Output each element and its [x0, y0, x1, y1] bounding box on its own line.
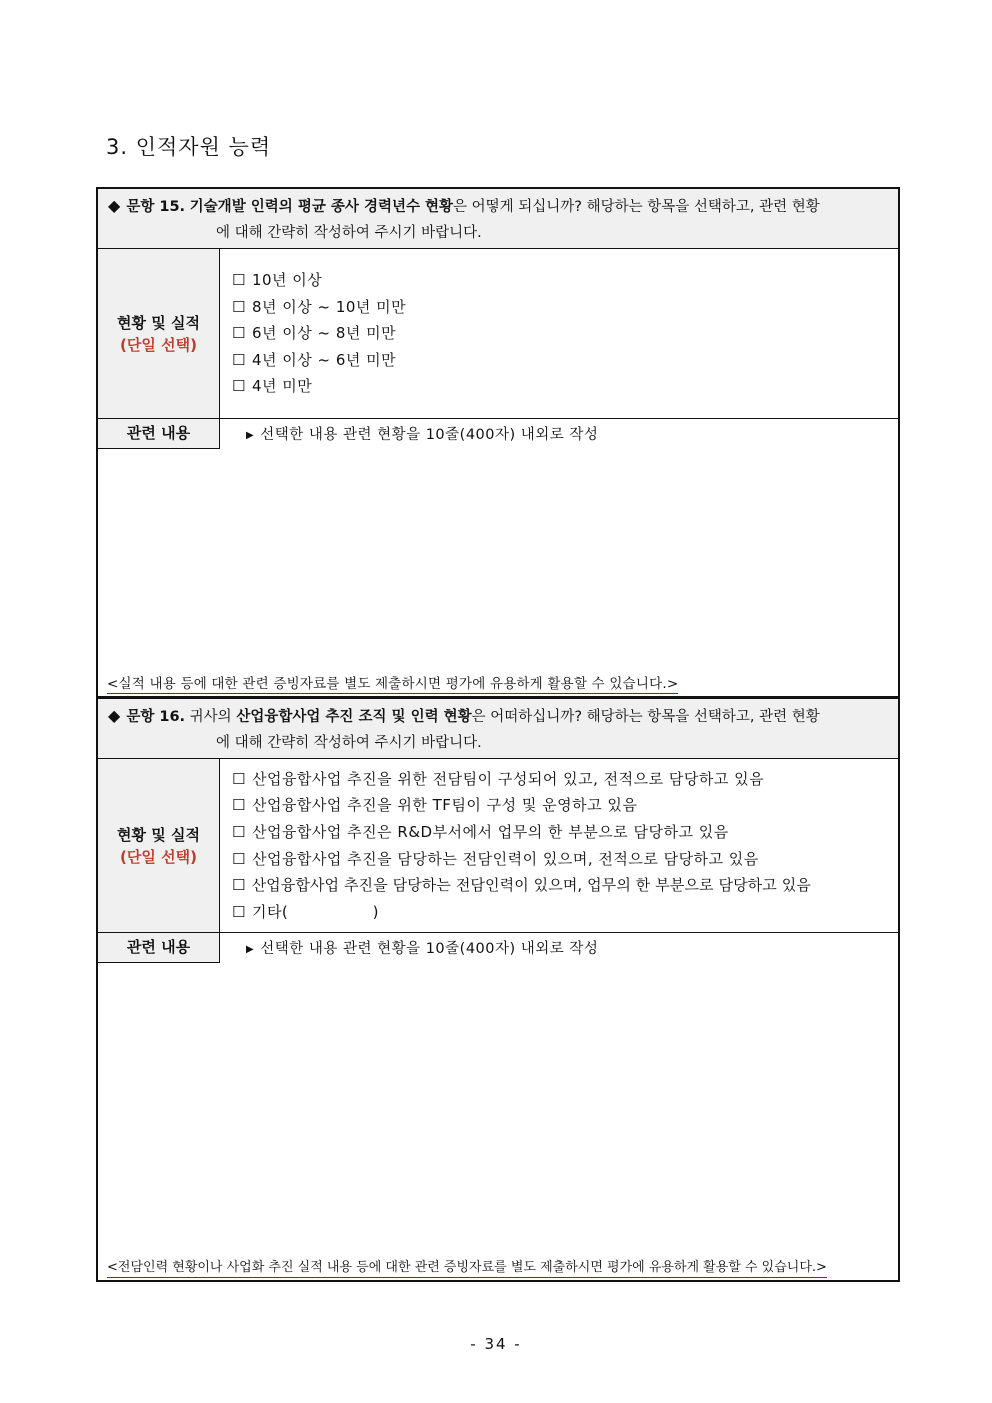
- checkbox-icon[interactable]: ☐: [232, 324, 246, 343]
- related-hint-text: 선택한 내용 관련 현황을 10줄(400자) 내외로 작성: [260, 941, 599, 957]
- status-label: 현황 및 실적: [117, 313, 200, 332]
- question-16-options: [220, 759, 898, 932]
- option-item[interactable]: [232, 347, 898, 374]
- checkbox-icon[interactable]: ☐: [232, 902, 246, 921]
- question-15-line2: 에 대해 간략히 작성하여 주시기 바랍니다.: [216, 225, 482, 241]
- option-item[interactable]: [232, 320, 898, 347]
- option-label: 산업융합사업 추진을 담당하는 전담인력이 있으며, 전적으로 담당하고 있음: [251, 849, 759, 868]
- question-16-box: [96, 697, 900, 1282]
- option-label: 산업융합사업 추진을 위한 전담팀이 구성되어 있고, 전적으로 담당하고 있음: [251, 769, 765, 788]
- option-item[interactable]: [232, 899, 898, 926]
- question-16-topic: 산업융합사업 추진 조직 및 인력 현황: [236, 709, 472, 725]
- option-label: 산업융합사업 추진은 R&D부서에서 업무의 한 부분으로 담당하고 있음: [251, 822, 729, 841]
- section-title: 3. 인적자원 능력: [106, 135, 272, 159]
- option-label: 10년 이상: [251, 271, 323, 290]
- related-hint: [246, 423, 598, 444]
- question-15-topic: 기술개발 인력의 평균 종사 경력년수 현황: [189, 199, 454, 215]
- option-label: 4년 이상 ~ 6년 미만: [251, 350, 397, 369]
- question-16-pretext: 귀사의: [189, 709, 232, 725]
- question-16-header: [98, 699, 898, 759]
- checkbox-icon[interactable]: ☐: [232, 350, 246, 369]
- status-label-cell: [98, 249, 220, 418]
- diamond-icon: ◆: [108, 196, 121, 215]
- evidence-note: <실적 내용 등에 대한 관련 증빙자료를 별도 제출하시면 평가에 유용하게 활용할 수 있습니다.>: [107, 676, 679, 692]
- question-15-box: [96, 187, 900, 698]
- question-16-line2: 에 대해 간략히 작성하여 주시기 바랍니다.: [216, 735, 482, 751]
- option-label: 8년 이상 ~ 10년 미만: [251, 297, 407, 316]
- question-15-number: 문항 15.: [126, 199, 186, 215]
- checkbox-icon[interactable]: ☐: [232, 271, 246, 290]
- question-16-line1: [108, 703, 894, 730]
- option-item[interactable]: [232, 846, 898, 873]
- related-hint-text: 선택한 내용 관련 현황을 10줄(400자) 내외로 작성: [260, 427, 599, 443]
- triangle-right-icon: ▶: [246, 944, 255, 955]
- question-15-header: [98, 189, 898, 249]
- diamond-icon: ◆: [108, 706, 121, 725]
- option-label[interactable]: 기타( ): [251, 902, 379, 921]
- checkbox-icon[interactable]: ☐: [232, 769, 246, 788]
- status-sublabel: (단일 선택): [120, 335, 197, 354]
- option-label: 4년 미만: [251, 377, 313, 396]
- related-label: 관련 내용: [98, 419, 220, 449]
- evidence-note: <전담인력 현황이나 사업화 추진 실적 내용 등에 대한 관련 증빙자료를 별도 제출하시면 평가에 유용하게 활용할 수 있습니다.>: [107, 1259, 827, 1278]
- related-label: 관련 내용: [98, 933, 220, 963]
- option-label: 산업융합사업 추진을 위한 TF팀이 구성 및 운영하고 있음: [251, 796, 638, 815]
- question-15-related-area[interactable]: [98, 419, 898, 696]
- question-15-line1: [108, 193, 894, 220]
- related-hint: [246, 937, 598, 958]
- question-15-status-row: [98, 249, 898, 419]
- status-label: 현황 및 실적: [117, 825, 200, 844]
- option-label: 산업융합사업 추진을 담당하는 전담인력이 있으며, 업무의 한 부분으로 담당하고 있음: [251, 876, 811, 895]
- option-item[interactable]: [232, 294, 898, 321]
- question-15-text: 은 어떻게 되십니까? 해당하는 항목을 선택하고, 관련 현황: [453, 199, 820, 215]
- page-number: - 34 -: [470, 1335, 522, 1353]
- checkbox-icon[interactable]: ☐: [232, 377, 246, 396]
- option-item[interactable]: [232, 766, 898, 793]
- option-item[interactable]: [232, 792, 898, 819]
- option-item[interactable]: [232, 373, 898, 400]
- question-16-related-area[interactable]: [98, 933, 898, 1280]
- question-15-options: [220, 249, 898, 418]
- checkbox-icon[interactable]: ☐: [232, 849, 246, 868]
- triangle-right-icon: ▶: [246, 430, 255, 441]
- option-item[interactable]: [232, 267, 898, 294]
- option-label: 6년 이상 ~ 8년 미만: [251, 324, 397, 343]
- option-item[interactable]: [232, 819, 898, 846]
- option-item[interactable]: [232, 872, 898, 899]
- checkbox-icon[interactable]: ☐: [232, 822, 246, 841]
- status-sublabel: (단일 선택): [120, 847, 197, 866]
- checkbox-icon[interactable]: ☐: [232, 297, 246, 316]
- checkbox-icon[interactable]: ☐: [232, 876, 246, 895]
- question-16-number: 문항 16.: [126, 709, 186, 725]
- checkbox-icon[interactable]: ☐: [232, 796, 246, 815]
- question-16-status-row: [98, 759, 898, 933]
- status-label-cell: [98, 759, 220, 932]
- question-16-text: 은 어떠하십니까? 해당하는 항목을 선택하고, 관련 현황: [471, 709, 820, 725]
